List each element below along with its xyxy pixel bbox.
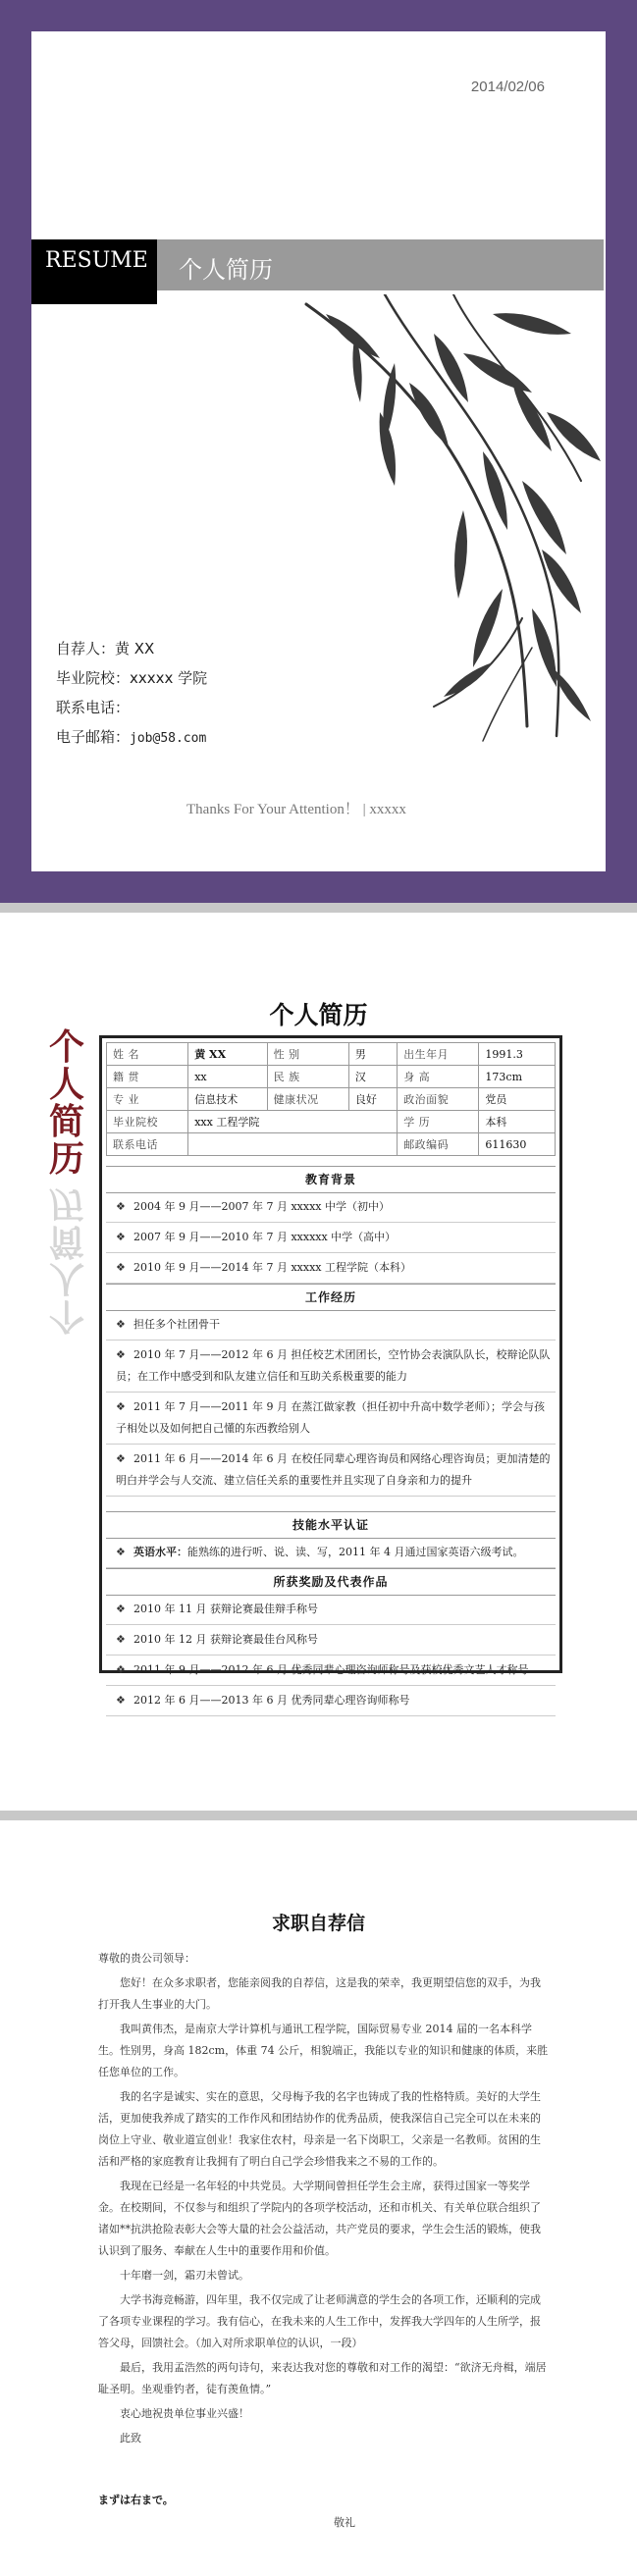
info-value: 良好 — [348, 1088, 397, 1111]
diamond-bullet-icon: ❖ — [116, 1633, 126, 1646]
letter-paragraph: 衷心地祝贵单位事业兴盛！ — [120, 2407, 249, 2420]
info-label: 邮政编码 — [398, 1133, 479, 1156]
field-label: 联系电话： — [56, 699, 131, 716]
cover-page-frame — [0, 0, 637, 903]
section-title-awards: 所获奖励及代表作品 — [106, 1568, 556, 1596]
bamboo-leaf — [493, 313, 571, 335]
section-title-skills: 技能水平认证 — [106, 1511, 556, 1539]
letter-paragraph: 您好！在众多求职者，您能亲阅我的自荐信，这是我的荣幸，我更期望信您的双手，为我打开我人生事业的大门。 — [98, 1976, 541, 2011]
letter-paragraph: 我叫黄伟杰，是南京大学计算机与通讯工程学院，国际贸易专业 2014 届的一名本科学生。性别男，身高 182cm，体重 74 公斤，相貌端正，我能以专业的知识和健康的体质，来胜任您单位的工作。 — [98, 2023, 549, 2078]
diamond-bullet-icon: ❖ — [116, 1348, 126, 1361]
info-value: 本科 — [479, 1111, 556, 1133]
info-label: 专 业 — [107, 1088, 188, 1111]
info-value: 党员 — [479, 1088, 556, 1111]
list-item: ❖ 2010 年 12 月 获辩论赛最佳台风称号 — [106, 1625, 556, 1656]
cover-field-email — [56, 726, 206, 747]
list-item: ❖ 2011 年 7 月——2011 年 9 月 在蒸江做家教（担任初中升高中数学老师）；学会与孩子相处以及如何把自己懂的东西教给别人 — [106, 1393, 556, 1445]
cover-field-school — [56, 667, 207, 688]
list-item: ❖ 担任多个社团骨干 — [106, 1310, 556, 1341]
info-value — [188, 1133, 398, 1156]
bamboo-ink-painting — [287, 294, 606, 746]
letter-paragraph: 我的名字是诚实、实在的意思，父母梅予我的名字也铸成了我的性格特质。美好的大学生活，更加使我养成了踏实的工作作风和团结协作的优秀品质，使我深信自己完全可以在未来的岗位上守业、敬业道宣创业！我家住农村，母亲是一名下岗职工，父亲是一名教师。贫困的生活和严格的家庭教育让我拥有了明白自己学会珍惜我来之不易的工作的。 — [98, 2090, 541, 2168]
info-label: 政治面貌 — [398, 1088, 479, 1111]
section-title-work: 工作经历 — [106, 1284, 556, 1311]
field-label: 毕业院校： — [56, 669, 131, 687]
list-item: ❖ 2007 年 9 月——2010 年 7 月 xxxxxx 中学（高中） — [106, 1223, 556, 1253]
letter-paragraph: 最后，我用孟浩然的两句诗句，来表达我对您的尊敬和对工作的渴望：“欲济无舟楫，端居耻圣明。坐观垂钓者，徒有羡鱼情。” — [98, 2361, 547, 2395]
info-label: 学 历 — [398, 1111, 479, 1133]
info-label: 毕业院校 — [107, 1111, 188, 1133]
info-value: 611630 — [479, 1133, 556, 1156]
letter-paragraph: 大学书海竞畅游，四年里，我不仅完成了让老师满意的学生会的各项工作，还顺利的完成了各项专业课程的学习。我有信心，在我未来的人生工作中，发挥我大学四年的人生所学，报答父母，回馈社会。（加入对所求职单位的认识，一段） — [98, 2293, 541, 2349]
field-value: 黄 XX — [115, 640, 155, 657]
diamond-bullet-icon: ❖ — [116, 1546, 126, 1558]
info-label: 性 别 — [267, 1043, 348, 1066]
diamond-bullet-icon: ❖ — [116, 1400, 126, 1413]
letter-paragraph: 此致 — [120, 2432, 141, 2445]
list-item: ❖ 2010 年 7 月——2012 年 6 月 担任校艺术团团长，空竹协会表演队队长，校辩论队队员；在工作中感受到和队友建立信任和互助关系极重要的能力 — [106, 1341, 556, 1393]
diamond-bullet-icon: ❖ — [116, 1200, 126, 1213]
field-value: job@58.com — [130, 731, 207, 746]
letter-paragraph: 我现在已经是一名年轻的中共党员。大学期间曾担任学生会主席，获得过国家一等奖学金。在校期间，不仅参与和组织了学院内的各项学校活动，还和市机关、有关单位联合组织了诸如**抗洪抢险表彰大会等大量的社会公益活动，共产党员的要求，学生会生活的锻炼，使我认识到了服务、奉献在人生中的重要作用和价值。 — [98, 2180, 541, 2257]
section-title-education: 教育背景 — [106, 1166, 556, 1193]
diamond-bullet-icon: ❖ — [116, 1694, 126, 1707]
field-label: 电子邮箱： — [56, 728, 131, 746]
table-row — [107, 1088, 556, 1111]
side-char: 个 — [49, 1295, 85, 1337]
field-label: 自荐人： — [56, 640, 116, 657]
side-char: 历 — [49, 1183, 85, 1225]
info-label: 健康状况 — [267, 1088, 348, 1111]
side-title-reflection — [49, 1185, 88, 1335]
bamboo-leaf — [532, 608, 557, 687]
bamboo-leaf — [522, 481, 566, 554]
resume-heading: 个人简历 — [269, 1001, 368, 1029]
personal-info-table — [106, 1042, 556, 1156]
skills-list — [106, 1538, 556, 1568]
side-char: 历 — [49, 1138, 85, 1180]
bamboo-leaf — [326, 314, 380, 358]
list-item: ❖ 2010 年 11 月 获辩论赛最佳辩手称号 — [106, 1595, 556, 1625]
letter-closing: まずは右まで。 — [98, 2494, 174, 2506]
awards-list — [106, 1595, 556, 1716]
info-value: 信息技术 — [188, 1088, 267, 1111]
info-value: 男 — [348, 1043, 397, 1066]
diamond-bullet-icon: ❖ — [116, 1318, 126, 1331]
cover-page — [31, 31, 606, 871]
side-char: 简 — [49, 1221, 85, 1262]
info-value: xx — [188, 1066, 267, 1088]
education-list — [106, 1192, 556, 1284]
side-char: 人 — [49, 1258, 85, 1299]
cover-field-phone — [56, 697, 130, 717]
info-label: 籍 贯 — [107, 1066, 188, 1088]
side-char: 个 — [49, 1026, 85, 1068]
side-char: 人 — [49, 1064, 85, 1105]
resume-label: RESUME — [31, 239, 157, 304]
letter-body — [98, 1948, 550, 2452]
work-list — [106, 1310, 556, 1497]
info-label: 身 高 — [398, 1066, 479, 1088]
info-label: 民 族 — [267, 1066, 348, 1088]
side-title-vertical — [49, 1028, 88, 1178]
bamboo-leaf — [444, 662, 493, 697]
bamboo-leaf — [409, 383, 449, 447]
cover-field-recommender — [56, 638, 154, 658]
info-value: 汉 — [348, 1066, 397, 1088]
diamond-bullet-icon: ❖ — [116, 1452, 126, 1465]
bamboo-leaf — [512, 383, 552, 451]
cover-title: 个人简历 — [179, 256, 273, 284]
info-value: 1991.3 — [479, 1043, 556, 1066]
table-row — [107, 1043, 556, 1066]
list-item: ❖ 2012 年 6 月——2013 年 6 月 优秀同辈心理咨询师称号 — [106, 1686, 556, 1716]
resume-frame — [99, 1035, 562, 1707]
info-label: 出生年月 — [398, 1043, 479, 1066]
letter-signature: 敬礼 — [334, 2516, 355, 2529]
info-value: xxx 工程学院 — [188, 1111, 398, 1133]
letter-title: 求职自荐信 — [271, 1913, 365, 1934]
page-separator — [0, 903, 637, 913]
list-item: ❖ 2004 年 9 月——2007 年 7 月 xxxxx 中学（初中） — [106, 1192, 556, 1223]
info-label: 姓 名 — [107, 1043, 188, 1066]
diamond-bullet-icon: ❖ — [116, 1663, 126, 1676]
info-label: 联系电话 — [107, 1133, 188, 1156]
info-value: 173cm — [479, 1066, 556, 1088]
field-value: xxxxx 学院 — [130, 669, 208, 687]
diamond-bullet-icon: ❖ — [116, 1603, 126, 1615]
list-item: ❖ 2010 年 9 月——2014 年 7 月 xxxxx 工程学院（本科） — [106, 1253, 556, 1284]
letter-paragraph: 十年磨一剑，霜刃未曾试。 — [120, 2269, 249, 2282]
list-item: ❖ 2011 年 6 月——2014 年 6 月 在校任同辈心理咨询员和网络心理咨询员；更加清楚的明白并学会与人交流、建立信任关系的重要性并且实现了自身亲和力的提升 — [106, 1445, 556, 1497]
page-separator — [0, 1811, 637, 1820]
bamboo-leaf — [454, 510, 467, 599]
side-char: 简 — [49, 1101, 85, 1142]
diamond-bullet-icon: ❖ — [116, 1231, 126, 1243]
info-value: 黄 XX — [188, 1043, 267, 1066]
cover-title-bar — [157, 239, 604, 290]
list-item: ❖ 英语水平：能熟练的进行听、说、读、写，2011 年 4 月通过国家英语六级考试。 — [106, 1538, 556, 1568]
table-row — [107, 1066, 556, 1088]
cover-date: 2014/02/06 — [470, 79, 545, 95]
skill-label: 英语水平： — [133, 1546, 187, 1558]
list-item: ❖ 2011 年 9 月——2012 年 6 月 优秀同辈心理咨询师称号及获校优秀文艺人才称号 — [106, 1656, 556, 1686]
diamond-bullet-icon: ❖ — [116, 1261, 126, 1274]
letter-salutation: 尊敬的贵公司领导： — [98, 1952, 195, 1965]
table-row — [107, 1111, 556, 1133]
table-row — [107, 1133, 556, 1156]
cover-thanks: Thanks For Your Attention！ | xxxxx — [186, 802, 406, 817]
